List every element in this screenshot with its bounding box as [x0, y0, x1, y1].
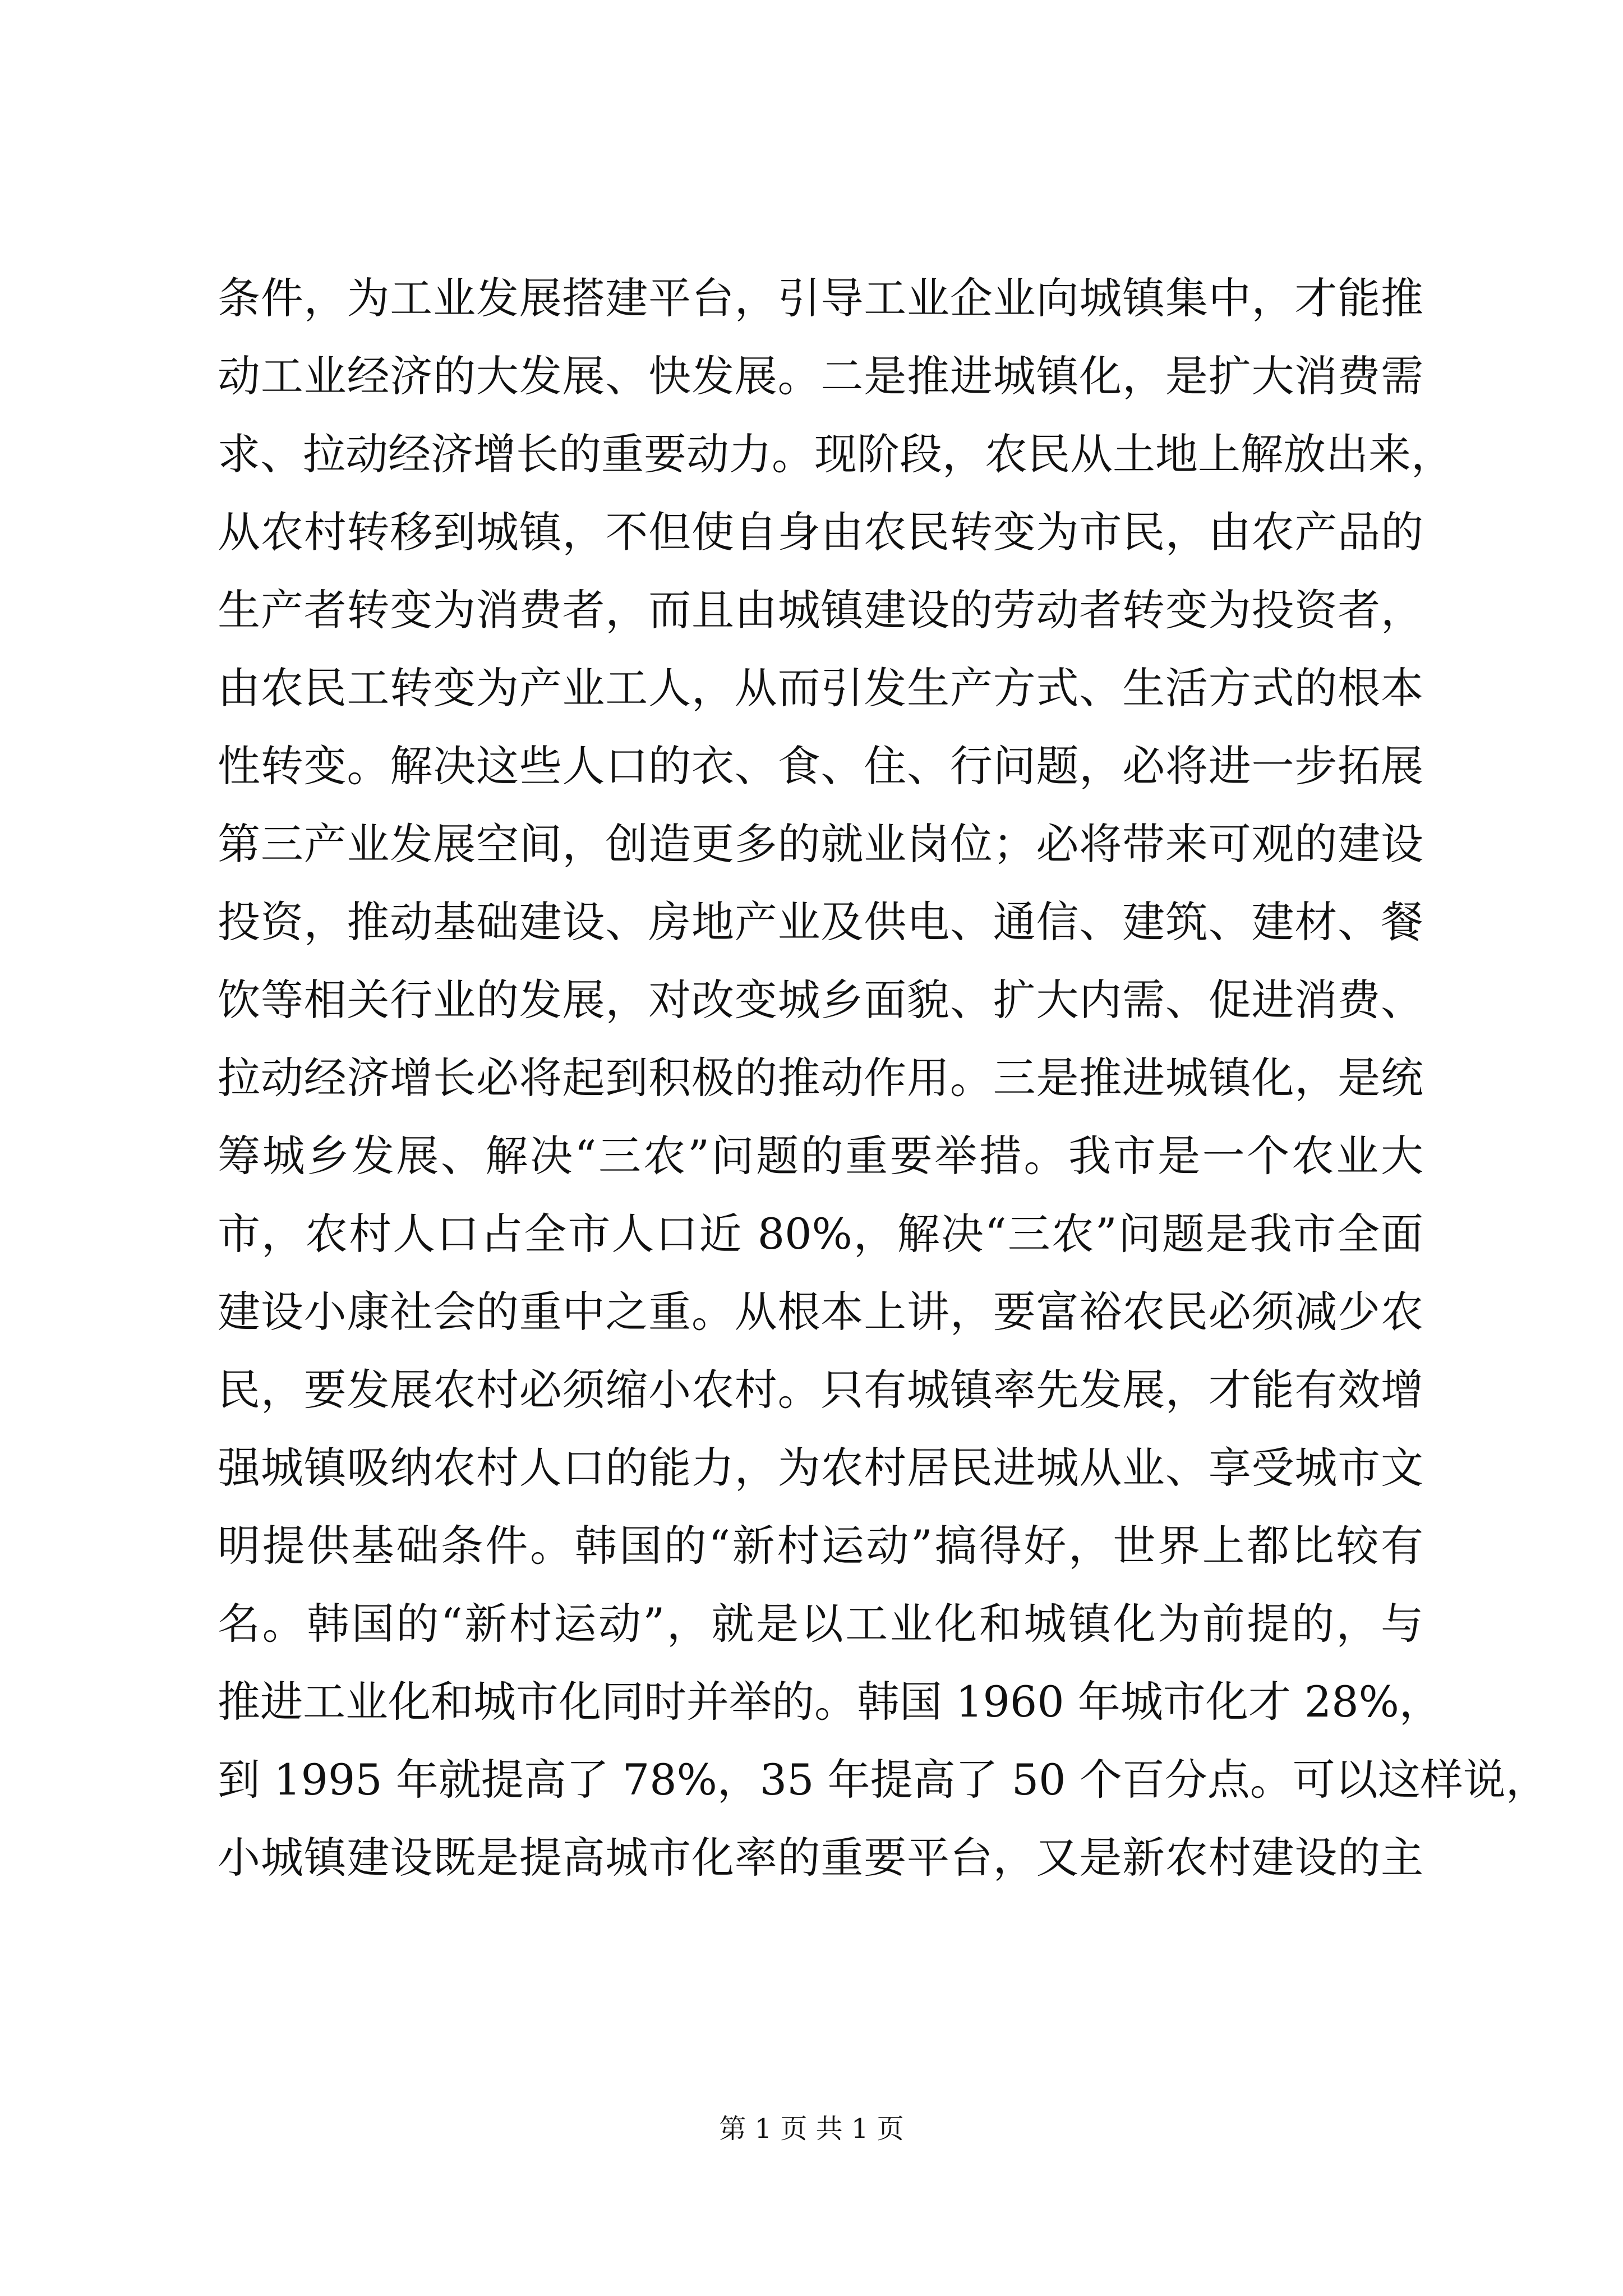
text-line: 求、拉动经济增长的重要动力。现阶段，农民从土地上解放出来， [218, 429, 1454, 479]
text-line: 饮等相关行业的发展，对改变城乡面貌、扩大内需、促进消费、 [218, 975, 1423, 1025]
text-line: 名。韩国的“新村运动”，就是以工业化和城镇化为前提的，与 [218, 1599, 1423, 1649]
text-line: 性转变。解决这些人口的衣、食、住、行问题，必将进一步拓展 [218, 741, 1423, 791]
text-line: 动工业经济的大发展、快发展。二是推进城镇化，是扩大消费需 [218, 351, 1423, 401]
text-line: 强城镇吸纳农村人口的能力，为农村居民进城从业、享受城市文 [218, 1443, 1423, 1493]
text-line: 投资，推动基础建设、房地产业及供电、通信、建筑、建材、餐 [218, 897, 1423, 947]
text-line: 市，农村人口占全市人口近 80%，解决“三农”问题是我市全面 [218, 1209, 1423, 1259]
text-line: 民，要发展农村必须缩小农村。只有城镇率先发展，才能有效增 [218, 1365, 1423, 1415]
text-line: 由农民工转变为产业工人，从而引发生产方式、生活方式的根本 [218, 663, 1423, 713]
text-line: 生产者转变为消费者，而且由城镇建设的劳动者转变为投资者， [218, 585, 1423, 635]
text-line: 条件，为工业发展搭建平台，引导工业企业向城镇集中，才能推 [218, 273, 1423, 323]
page-footer [0, 2106, 1623, 2151]
body-text [218, 259, 1548, 1897]
text-line: 明提供基础条件。韩国的“新村运动”搞得好，世界上都比较有 [218, 1521, 1423, 1571]
page-number-label: 第 1 页 共 1 页 [719, 2113, 904, 2145]
text-line: 到 1995 年就提高了 78%，35 年提高了 50 个百分点。可以这样说， [218, 1755, 1548, 1805]
text-line: 小城镇建设既是提高城市化率的重要平台，又是新农村建设的主 [218, 1833, 1423, 1883]
text-line: 从农村转移到城镇，不但使自身由农民转变为市民，由农产品的 [218, 507, 1423, 557]
text-line: 筹城乡发展、解决“三农”问题的重要举措。我市是一个农业大 [218, 1131, 1423, 1181]
text-line: 推进工业化和城市化同时并举的。韩国 1960 年城市化才 28%， [218, 1677, 1442, 1727]
text-line: 建设小康社会的重中之重。从根本上讲，要富裕农民必须减少农 [218, 1287, 1423, 1337]
text-line: 拉动经济增长必将起到积极的推动作用。三是推进城镇化，是统 [218, 1053, 1423, 1103]
text-line: 第三产业发展空间，创造更多的就业岗位；必将带来可观的建设 [218, 819, 1423, 869]
